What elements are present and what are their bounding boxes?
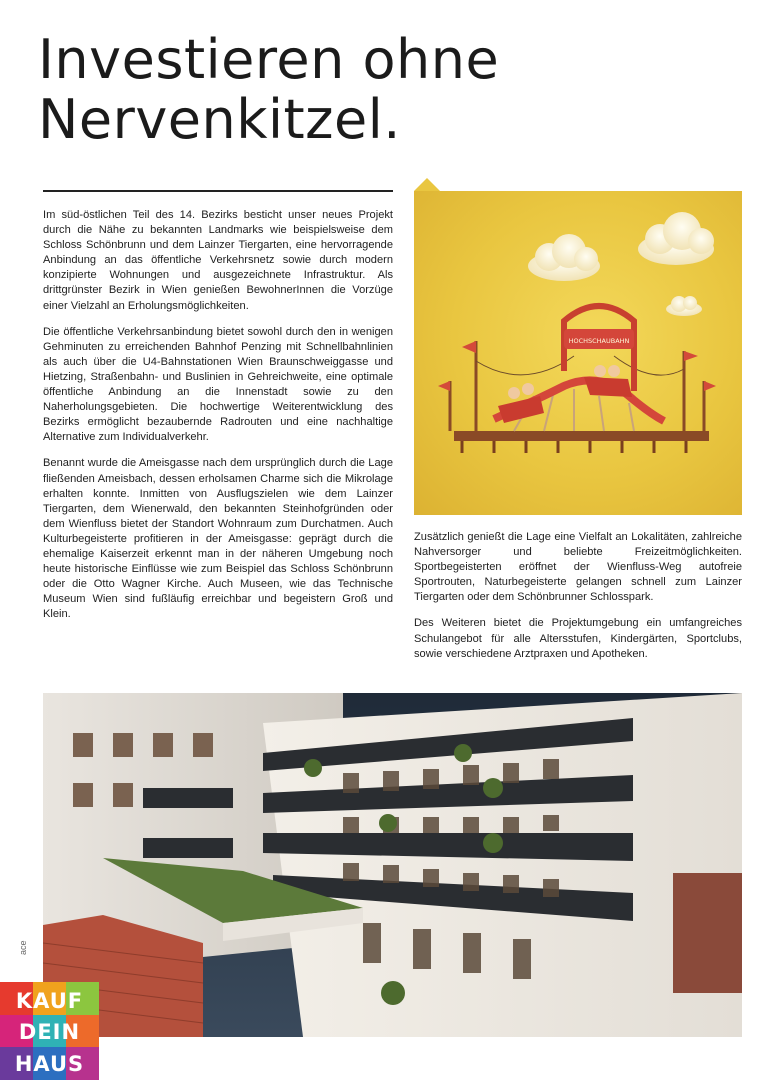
cloud-icon [638, 212, 714, 265]
left-text-column [43, 208, 393, 633]
headline-line-1: Investieren ohne [38, 28, 500, 91]
rollercoaster-car [498, 383, 544, 423]
illustration-notch [414, 178, 440, 191]
building-scene [43, 693, 742, 1037]
flag-icon [462, 341, 476, 353]
paragraph-transport: Die öffentliche Verkehrsanbindung bietet sowohl durch den in wenigen Gehminuten zu erreichenden Bahnhof Penzing mit Schnellbahnlinien als auch über die U4-Bahnstationen Wien Braunschweiggasse und Hietzing, Straßenbahn- und Buslinien in Gehreichweite, eine optimale öffentliche Anbindung an die Innenstadt sowie zu den Naherholungsgebieten. Die hochwertige Weiterentwicklung des Bezirks ermöglicht bezaubernde Radrouten und eine nachhaltige Alternative zum Individualverkehr. [43, 325, 393, 444]
logo-line-3: HAUS [14, 1052, 85, 1076]
rollercoaster-illustration [414, 191, 742, 515]
rollercoaster-scene [414, 191, 742, 515]
logo-line-1: KAUF [15, 989, 84, 1013]
logo-graphic [0, 982, 99, 1080]
headline-divider [43, 190, 393, 192]
flag-icon [438, 381, 450, 391]
building-rendering [43, 693, 742, 1037]
logo-line-2: DEIN [18, 1020, 81, 1044]
page-headline [38, 30, 499, 150]
cloud-icon [528, 234, 600, 281]
rollercoaster-sign: HOCHSCHAUBAHN [568, 337, 630, 345]
image-credit: ace [18, 940, 28, 955]
paragraph-ameisgasse: Benannt wurde die Ameisgasse nach dem ursprünglich durch die Lage fließenden Ameisbach, dessen erholsamen Charme sich die Mikrolage erhalten konnte. Inmitten von Ausflugszielen wie dem Lainzer Tiergarten, dem Wienerwald, den bekannten Steinhofgründen oder dem Wienfluss bietet der Standort Wohnraum zum Durchatmen. Auch Kulturbegeisterte profitieren in der Ameisgasse: geprägt durch die ehemalige Kaiserzeit erkennt man in der näheren Umgebung noch heute historische Einflüsse wie zum Beispiel das Schloss Schönbrunn oder die Otto Wagner Kirche. Auch Museen, wie das Technische Museum Wien sind fußläufig erreichbar und begeistern Groß und Klein. [43, 457, 393, 621]
flag-icon [704, 381, 716, 391]
paragraph-schools: Des Weiteren bietet die Projektumgebung ein umfangreiches Schulangebot für alle Altersstufen, Kindergärten, Sportclubs, sowie verschiedene Arztpraxen und Apotheken. [414, 617, 742, 660]
headline-line-2: Nervenkitzel. [38, 88, 401, 151]
kauf-dein-haus-logo[interactable] [0, 982, 99, 1080]
paragraph-leisure: Zusätzlich genießt die Lage eine Vielfalt an Lokalitäten, zahlreiche Nahversorger und beliebte Freizeitmöglichkeiten. Sportbegeisterten eröffnet der Wienfluss-Weg autofreie Sportrouten, Naturbegeisterte gelangen schnell zum Lainzer Tiergarten oder dem Schönbrunner Schlosspark. [414, 531, 742, 604]
paragraph-location: Im süd-östlichen Teil des 14. Bezirks besticht unser neues Projekt durch die Nähe zu bekannten Landmarks wie beispielsweise dem Schloss Schönbrunn und dem Lainzer Tiergarten, eine hervorragende Anbindung an das öffentliche Verkehrsnetz sowie durch modern konzipierte Wohnungen und ausgezeichnete Infrastruktur. Als drittgrünster Bezirk in Wien genießen BewohnerInnen die Vorzüge einer Vielzahl an Erholungsmöglichkeiten. [43, 209, 393, 312]
right-text-column [414, 530, 742, 673]
cloud-icon [666, 296, 702, 316]
flag-icon [684, 351, 698, 361]
rollercoaster-car [584, 365, 632, 397]
